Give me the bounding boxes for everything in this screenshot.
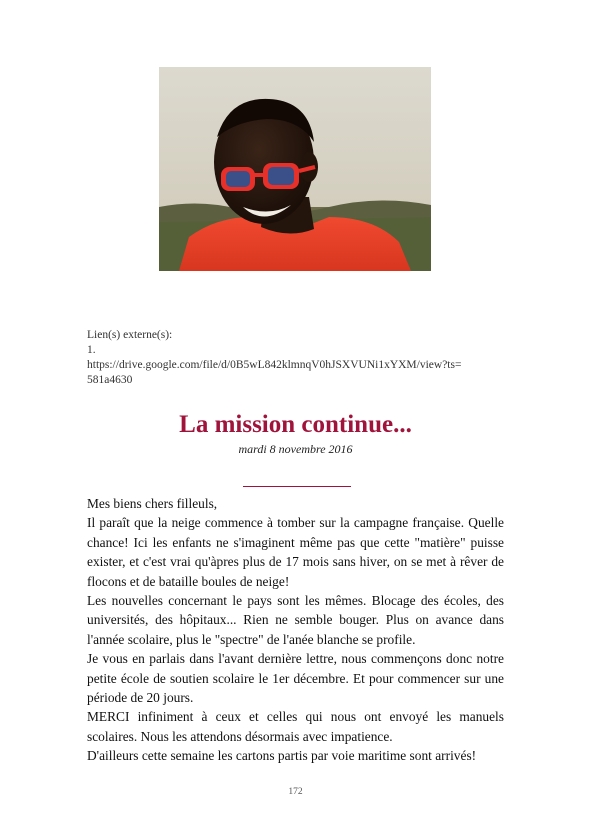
external-link-url-continued[interactable]: 581a4630: [87, 374, 133, 386]
external-links: [87, 328, 507, 388]
paragraph: Il paraît que la neige commence à tomber sur la campagne française. Quelle chance! Ici les enfants ne s'imaginent même pas que cette "matière" puisse exister, et c'est vrai qu'àpres plus de 17 mois sans hiver, on se met à rêver de flocons et de bataille boules de neige!: [87, 515, 504, 589]
external-link-url[interactable]: https://drive.google.com/file/d/0B5wL842klmnqV0hJSXVUNi1xYXM/view?ts=: [87, 359, 462, 371]
portrait-photo: [159, 67, 431, 271]
paragraph: MERCI infiniment à ceux et celles qui nous ont envoyé les manuels scolaires. Nous les attendons désormais avec impatience.: [87, 709, 504, 744]
paragraph: D'ailleurs cette semaine les cartons partis par voie maritime sont arrivés!: [87, 748, 477, 764]
paragraph: Je vous en parlais dans l'avant dernière lettre, nous commençons donc notre petite école de soutien scolaire le 1er décembre. Et pour commencer sur une période de 20 jours.: [87, 651, 504, 706]
article-body: [87, 494, 504, 766]
article-date: mardi 8 novembre 2016: [238, 442, 353, 456]
links-heading: Lien(s) externe(s):: [87, 329, 173, 341]
page-number: 172: [288, 787, 303, 797]
title-separator: [243, 486, 351, 487]
article-title: La mission continue...: [179, 411, 412, 438]
link-number: 1.: [87, 344, 96, 356]
paragraph: Les nouvelles concernant le pays sont les mêmes. Blocage des écoles, des universités, des hôpitaux... Rien ne semble bouger. Plus on avance dans l'année scolaire, plus le "spectre" de l'anée blanche se profile.: [87, 593, 504, 647]
paragraph: Mes biens chers filleuls,: [87, 496, 218, 511]
